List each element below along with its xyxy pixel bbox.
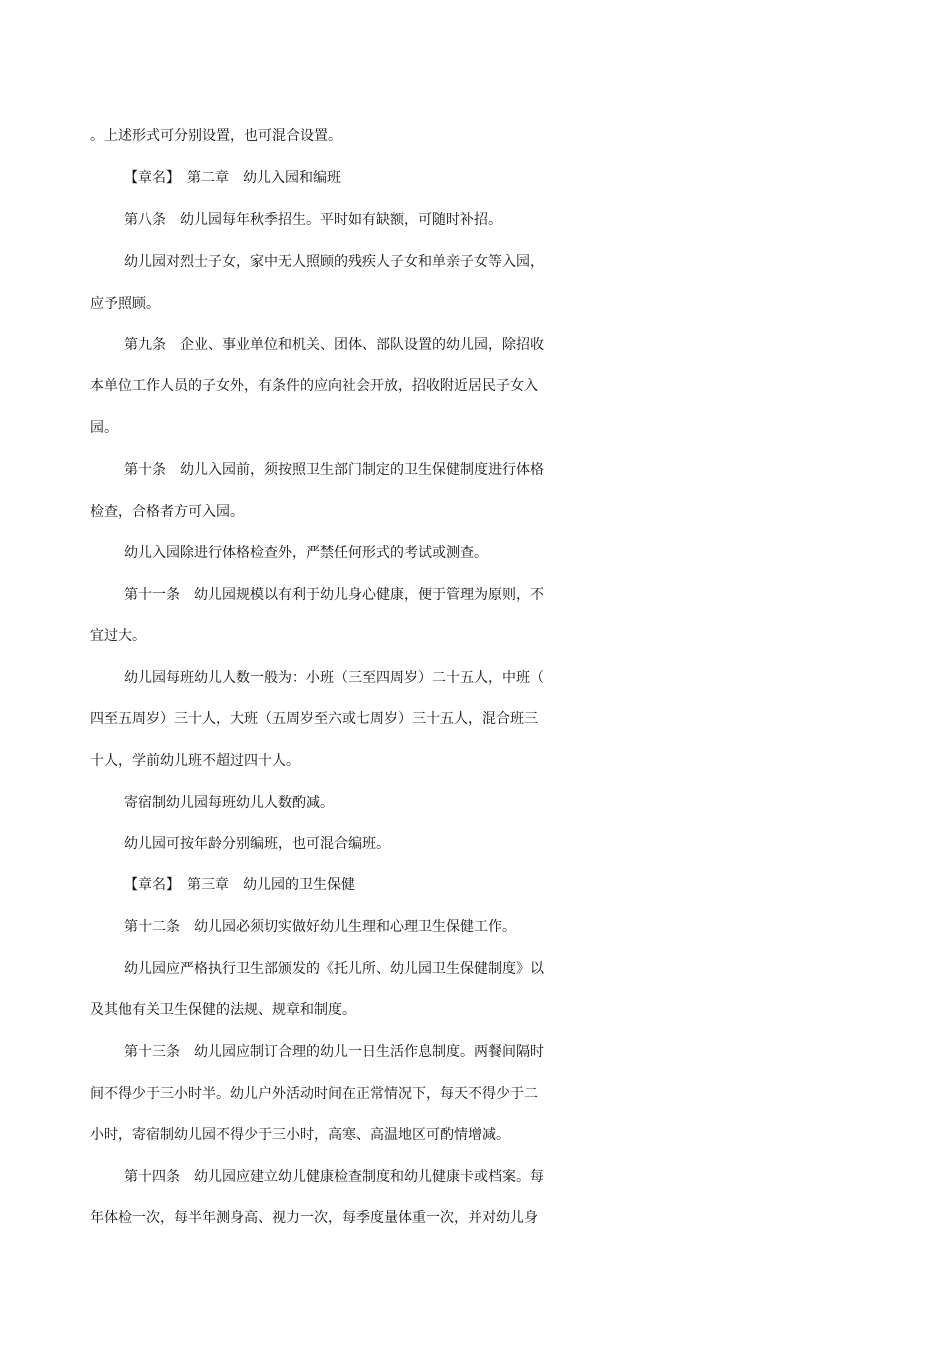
article-10: 第十条 幼儿入园前，须按照卫生部门制定的卫生保健制度进行体格 [124,462,544,478]
text-line: 检查，合格者方可入园。 [90,504,244,520]
article-13: 第十三条 幼儿园应制订合理的幼儿一日生活作息制度。两餐间隔时 [124,1044,544,1060]
article-9: 第九条 企业、事业单位和机关、团体、部队设置的幼儿园，除招收 [124,337,544,353]
text-line: 十人，学前幼儿班不超过四十人。 [90,753,300,769]
text-line: 宜过大。 [90,628,146,644]
text-line: 年体检一次，每半年测身高、视力一次，每季度量体重一次，并对幼儿身 [90,1210,538,1226]
text-line: 园。 [90,420,118,436]
text-line: 。上述形式可分别设置，也可混合设置。 [90,128,342,144]
paragraph-line: 幼儿园可按年龄分别编班，也可混合编班。 [124,836,390,852]
paragraph-line: 幼儿园应严格执行卫生部颁发的《托儿所、幼儿园卫生保健制度》以 [124,961,544,977]
text-line: 四至五周岁）三十人，大班（五周岁至六或七周岁）三十五人，混合班三 [90,711,538,727]
article-8: 第八条 幼儿园每年秋季招生。平时如有缺额，可随时补招。 [124,212,502,228]
chapter-heading: 【章名】 第二章 幼儿入园和编班 [124,170,341,186]
text-line: 应予照顾。 [90,296,160,312]
paragraph-line: 幼儿园每班幼儿人数一般为：小班（三至四周岁）二十五人，中班（ [124,670,544,686]
paragraph-line: 幼儿园对烈士子女，家中无人照顾的残疾人子女和单亲子女等入园， [124,254,544,270]
paragraph-line: 幼儿入园除进行体格检查外，严禁任何形式的考试或测查。 [124,545,488,561]
text-line: 本单位工作人员的子女外，有条件的应向社会开放，招收附近居民子女入 [90,378,538,394]
article-12: 第十二条 幼儿园必须切实做好幼儿生理和心理卫生保健工作。 [124,919,516,935]
text-line: 小时，寄宿制幼儿园不得少于三小时，高寒、高温地区可酌情增减。 [90,1127,510,1143]
text-line: 间不得少于三小时半。幼儿户外活动时间在正常情况下，每天不得少于二 [90,1086,538,1102]
paragraph-line: 寄宿制幼儿园每班幼儿人数酌减。 [124,795,334,811]
article-14: 第十四条 幼儿园应建立幼儿健康检查制度和幼儿健康卡或档案。每 [124,1169,544,1185]
text-line: 及其他有关卫生保健的法规、规章和制度。 [90,1002,356,1018]
article-11: 第十一条 幼儿园规模以有利于幼儿身心健康，便于管理为原则，不 [124,587,544,603]
chapter-heading: 【章名】 第三章 幼儿园的卫生保健 [124,877,355,893]
